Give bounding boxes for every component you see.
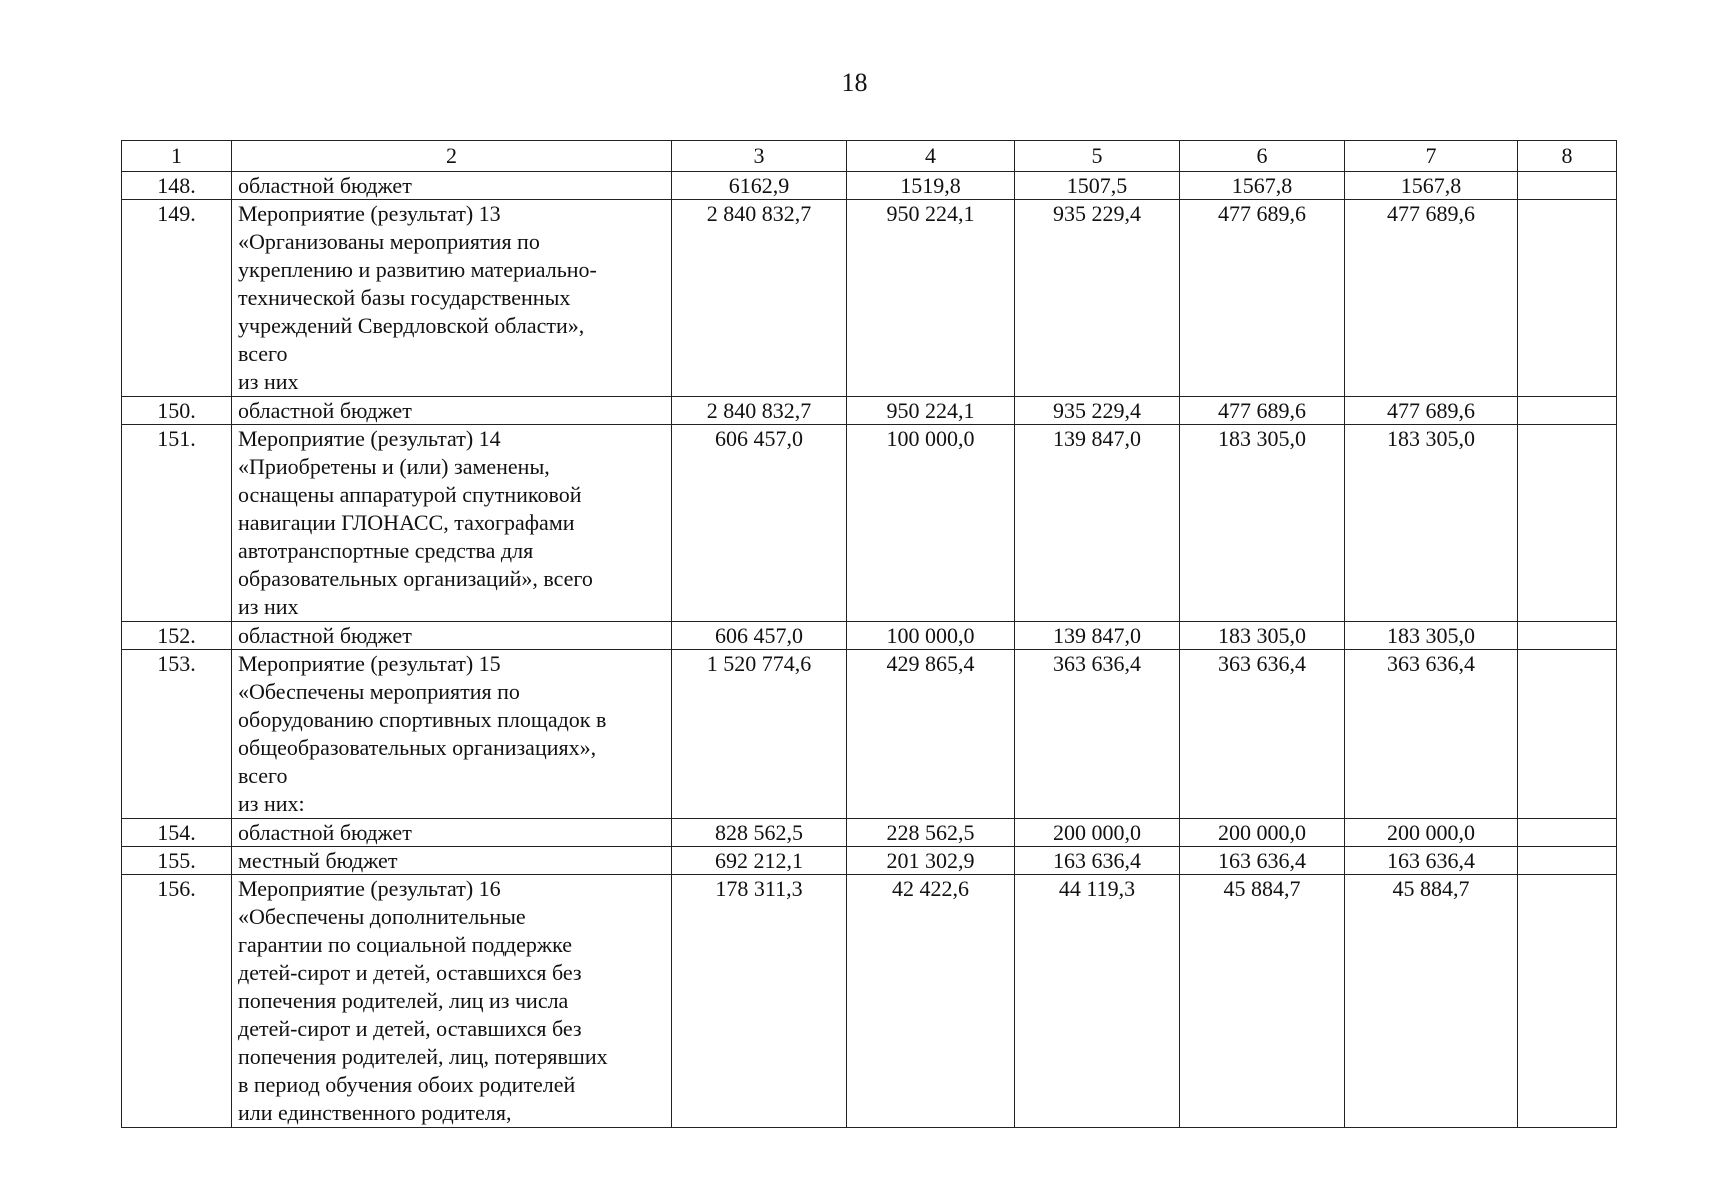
table-row — [122, 397, 1617, 425]
value-col-3: 692 212,1 — [672, 847, 847, 875]
value-col-3: 606 457,0 — [672, 425, 847, 622]
column-header: 3 — [672, 141, 847, 172]
table-header-row — [122, 141, 1617, 172]
column-header: 1 — [122, 141, 232, 172]
value-col-8 — [1518, 397, 1617, 425]
value-col-6: 1567,8 — [1180, 172, 1345, 200]
value-col-4: 950 224,1 — [847, 200, 1015, 397]
row-number: 154. — [122, 819, 232, 847]
value-col-5: 363 636,4 — [1015, 650, 1180, 819]
value-col-7: 183 305,0 — [1345, 622, 1518, 650]
value-col-3: 828 562,5 — [672, 819, 847, 847]
value-col-7: 477 689,6 — [1345, 397, 1518, 425]
table-row — [122, 847, 1617, 875]
column-header: 6 — [1180, 141, 1345, 172]
value-col-5: 935 229,4 — [1015, 397, 1180, 425]
value-col-5: 200 000,0 — [1015, 819, 1180, 847]
value-col-3: 1 520 774,6 — [672, 650, 847, 819]
value-col-3: 2 840 832,7 — [672, 397, 847, 425]
row-name: областной бюджет — [232, 819, 672, 847]
table-row — [122, 622, 1617, 650]
value-col-8 — [1518, 875, 1617, 1128]
value-col-7: 477 689,6 — [1345, 200, 1518, 397]
value-col-4: 201 302,9 — [847, 847, 1015, 875]
value-col-6: 477 689,6 — [1180, 200, 1345, 397]
value-col-4: 950 224,1 — [847, 397, 1015, 425]
table-row — [122, 650, 1617, 819]
value-col-5: 935 229,4 — [1015, 200, 1180, 397]
value-col-5: 163 636,4 — [1015, 847, 1180, 875]
row-number: 151. — [122, 425, 232, 622]
budget-table — [121, 140, 1617, 1128]
row-name: областной бюджет — [232, 622, 672, 650]
value-col-4: 100 000,0 — [847, 425, 1015, 622]
row-name: Мероприятие (результат) 14 «Приобретены и (или) заменены, оснащены аппаратурой спутниковой навигации ГЛОНАСС, тахографами автотранспортные средства для образовательных организаций», всего из них — [232, 425, 672, 622]
value-col-4: 1519,8 — [847, 172, 1015, 200]
value-col-8 — [1518, 172, 1617, 200]
value-col-6: 363 636,4 — [1180, 650, 1345, 819]
column-header: 4 — [847, 141, 1015, 172]
value-col-8 — [1518, 847, 1617, 875]
row-name: местный бюджет — [232, 847, 672, 875]
value-col-5: 44 119,3 — [1015, 875, 1180, 1128]
row-number: 150. — [122, 397, 232, 425]
table-row — [122, 200, 1617, 397]
row-name: Мероприятие (результат) 16 «Обеспечены дополнительные гарантии по социальной поддержке детей-сирот и детей, оставшихся без попечения родителей, лиц из числа детей-сирот и детей, оставшихся без попечения родителей, лиц, потерявших в период обучения обоих родителей или единственного родителя, — [232, 875, 672, 1128]
page-number: 18 — [841, 68, 868, 97]
row-number: 148. — [122, 172, 232, 200]
column-header: 7 — [1345, 141, 1518, 172]
row-name: Мероприятие (результат) 13 «Организованы мероприятия по укреплению и развитию материально- технической базы государственных учреждений Свердловской области», всего из них — [232, 200, 672, 397]
value-col-5: 139 847,0 — [1015, 425, 1180, 622]
value-col-6: 477 689,6 — [1180, 397, 1345, 425]
row-number: 153. — [122, 650, 232, 819]
value-col-5: 1507,5 — [1015, 172, 1180, 200]
row-number: 156. — [122, 875, 232, 1128]
column-header: 2 — [232, 141, 672, 172]
value-col-8 — [1518, 425, 1617, 622]
value-col-8 — [1518, 819, 1617, 847]
value-col-3: 2 840 832,7 — [672, 200, 847, 397]
value-col-6: 45 884,7 — [1180, 875, 1345, 1128]
value-col-4: 228 562,5 — [847, 819, 1015, 847]
value-col-7: 200 000,0 — [1345, 819, 1518, 847]
value-col-4: 429 865,4 — [847, 650, 1015, 819]
value-col-6: 183 305,0 — [1180, 622, 1345, 650]
table-row — [122, 875, 1617, 1128]
value-col-7: 1567,8 — [1345, 172, 1518, 200]
value-col-8 — [1518, 622, 1617, 650]
value-col-8 — [1518, 650, 1617, 819]
row-number: 149. — [122, 200, 232, 397]
row-name: областной бюджет — [232, 397, 672, 425]
value-col-7: 163 636,4 — [1345, 847, 1518, 875]
value-col-5: 139 847,0 — [1015, 622, 1180, 650]
value-col-6: 183 305,0 — [1180, 425, 1345, 622]
value-col-4: 42 422,6 — [847, 875, 1015, 1128]
value-col-3: 606 457,0 — [672, 622, 847, 650]
row-number: 152. — [122, 622, 232, 650]
column-header: 8 — [1518, 141, 1617, 172]
value-col-8 — [1518, 200, 1617, 397]
row-name: Мероприятие (результат) 15 «Обеспечены мероприятия по оборудованию спортивных площадок в общеобразовательных организациях», всего из них: — [232, 650, 672, 819]
value-col-7: 183 305,0 — [1345, 425, 1518, 622]
value-col-3: 6162,9 — [672, 172, 847, 200]
table-row — [122, 425, 1617, 622]
column-header: 5 — [1015, 141, 1180, 172]
value-col-4: 100 000,0 — [847, 622, 1015, 650]
row-name: областной бюджет — [232, 172, 672, 200]
value-col-3: 178 311,3 — [672, 875, 847, 1128]
table-row — [122, 819, 1617, 847]
value-col-7: 45 884,7 — [1345, 875, 1518, 1128]
value-col-6: 200 000,0 — [1180, 819, 1345, 847]
value-col-7: 363 636,4 — [1345, 650, 1518, 819]
value-col-6: 163 636,4 — [1180, 847, 1345, 875]
table-row — [122, 172, 1617, 200]
row-number: 155. — [122, 847, 232, 875]
